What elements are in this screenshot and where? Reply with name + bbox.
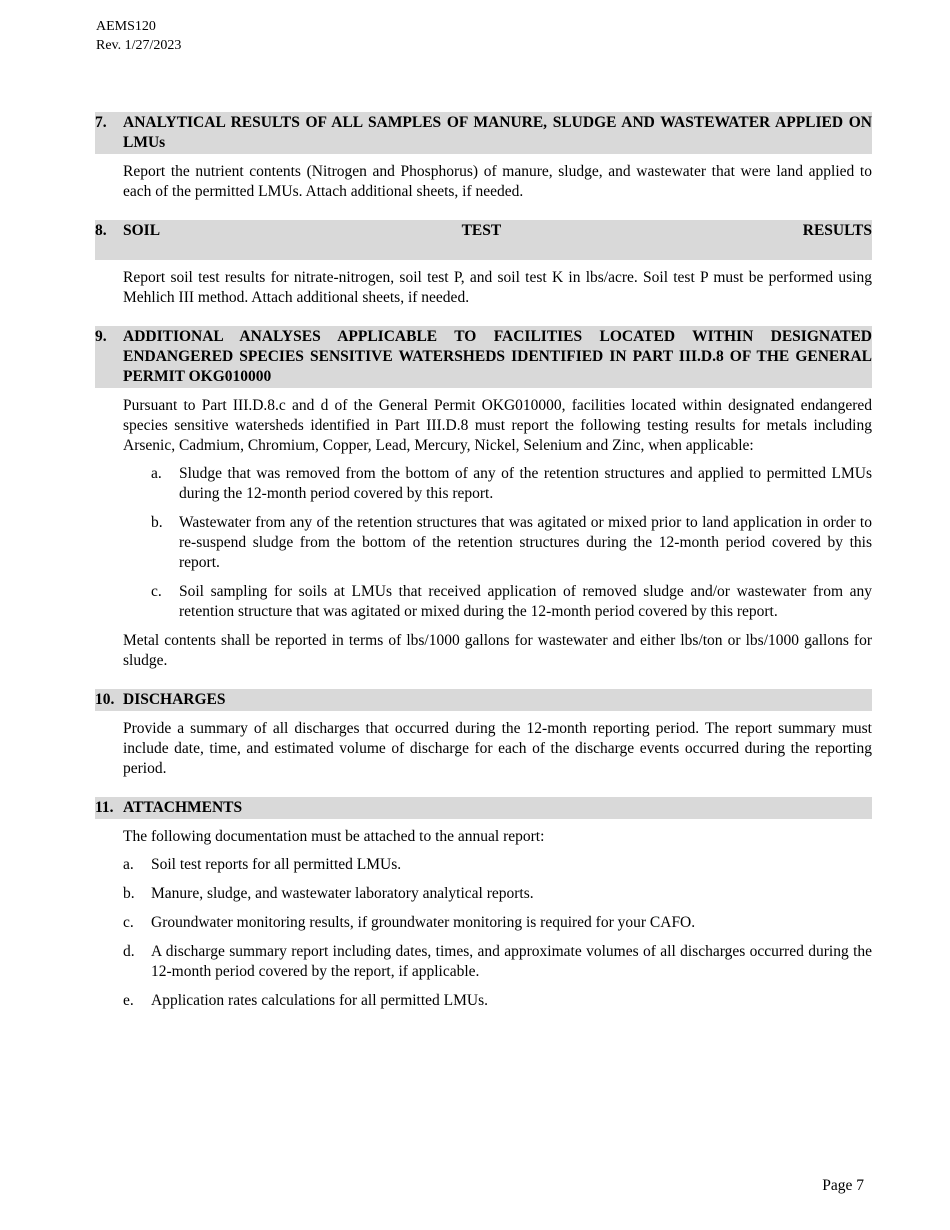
section-closing: Metal contents shall be reported in terms of lbs/1000 gallons for wastewater and either lbs/ton or lbs/1000 gallons for sludge. <box>123 632 872 669</box>
section-number: 10. <box>95 691 115 708</box>
list-letter: e. <box>123 992 134 1009</box>
list-text: Soil sampling for soils at LMUs that received application of removed sludge and/or wastewater from any retention structure that was agitated or mixed during the 12-month period covered by this report. <box>179 583 872 620</box>
section-title <box>123 221 872 259</box>
list-letter: a. <box>123 856 134 873</box>
title-word: RESULTS <box>802 222 872 239</box>
section-title: ADDITIONAL ANALYSES APPLICABLE TO FACILITIES LOCATED WITHIN DESIGNATED ENDANGERED SPECIES SENSITIVE WATERSHEDS IDENTIFIED IN PART III.D.8 OF THE GENERAL PERMIT OKG010000 <box>123 328 872 385</box>
list-item <box>151 582 872 622</box>
list-letter: b. <box>151 514 163 531</box>
list-text: Soil test reports for all permitted LMUs. <box>151 856 402 873</box>
title-word: TEST <box>461 222 502 239</box>
list-text: Application rates calculations for all permitted LMUs. <box>151 992 489 1009</box>
section-9 <box>95 326 872 671</box>
document-body <box>95 112 872 1029</box>
list-letter: b. <box>123 885 135 902</box>
section-8 <box>95 220 872 308</box>
section-number: 8. <box>95 222 107 239</box>
section-11-heading <box>95 797 872 819</box>
section-7 <box>95 112 872 202</box>
section-11-body <box>123 827 872 1011</box>
section-10-heading <box>95 689 872 711</box>
section-11 <box>95 797 872 1011</box>
section-7-body <box>123 162 872 202</box>
list-letter: a. <box>151 465 162 482</box>
section-9-heading <box>95 326 872 388</box>
section-paragraph: Report soil test results for nitrate-nitrogen, soil test P, and soil test K in lbs/acre. Soil test P must be performed using Mehlich III method. Attach additional sheets, if needed. <box>123 269 872 306</box>
section-paragraph: Report the nutrient contents (Nitrogen and Phosphorus) of manure, sludge, and wastewater that were land applied to each of the permitted LMUs. Attach additional sheets, if needed. <box>123 163 872 200</box>
section-intro: Pursuant to Part III.D.8.c and d of the General Permit OKG010000, facilities located within designated endangered species sensitive watersheds identified in Part III.D.8 must report the following testing results for metals including Arsenic, Cadmium, Chromium, Copper, Lead, Mercury, Nickel, Selenium and Zinc, when applicable: <box>123 397 872 454</box>
section-number: 7. <box>95 114 107 131</box>
list-text: Sludge that was removed from the bottom of any of the retention structures and applied to permitted LMUs during the 12-month period covered by this report. <box>179 465 872 502</box>
section-title: ATTACHMENTS <box>123 799 243 816</box>
list-text: Groundwater monitoring results, if groundwater monitoring is required for your CAFO. <box>151 914 696 931</box>
page-number: Page 7 <box>822 1177 864 1194</box>
page-header <box>96 17 181 55</box>
list-item <box>123 991 872 1011</box>
list-text: A discharge summary report including dates, times, and approximate volumes of all discharges occurred during the 12-month period covered by the report, if applicable. <box>151 943 872 980</box>
revision-date: Rev. 1/27/2023 <box>96 38 182 53</box>
title-word: SOIL <box>123 222 161 239</box>
section-8-body <box>123 268 872 308</box>
list-item <box>151 513 872 573</box>
section-number: 11. <box>95 799 114 816</box>
section-10 <box>95 689 872 779</box>
section-intro: The following documentation must be attached to the annual report: <box>123 828 545 845</box>
list-item <box>123 913 872 933</box>
list-item <box>123 884 872 904</box>
list-letter: c. <box>151 583 162 600</box>
section-7-heading <box>95 112 872 154</box>
section-title: ANALYTICAL RESULTS OF ALL SAMPLES OF MANURE, SLUDGE AND WASTEWATER APPLIED ON LMUs <box>123 114 872 151</box>
list-letter: d. <box>123 943 135 960</box>
list-letter: c. <box>123 914 134 931</box>
analysis-list <box>151 464 872 622</box>
section-number: 9. <box>95 328 107 345</box>
section-10-body <box>123 719 872 779</box>
list-text: Manure, sludge, and wastewater laboratory analytical reports. <box>151 885 534 902</box>
attachments-list <box>123 855 872 1011</box>
section-8-heading <box>95 220 872 260</box>
form-id: AEMS120 <box>96 19 156 34</box>
section-paragraph: Provide a summary of all discharges that occurred during the 12-month reporting period. The report summary must include date, time, and estimated volume of discharge for each of the discharge events occurred during the reporting period. <box>123 720 872 777</box>
list-item <box>123 855 872 875</box>
list-item <box>151 464 872 504</box>
list-item <box>123 942 872 982</box>
section-title: DISCHARGES <box>123 691 226 708</box>
list-text: Wastewater from any of the retention structures that was agitated or mixed prior to land application in order to re-suspend sludge from the bottom of the retention structures during the 12-month period covered by this report. <box>179 514 872 571</box>
section-9-body <box>123 396 872 671</box>
